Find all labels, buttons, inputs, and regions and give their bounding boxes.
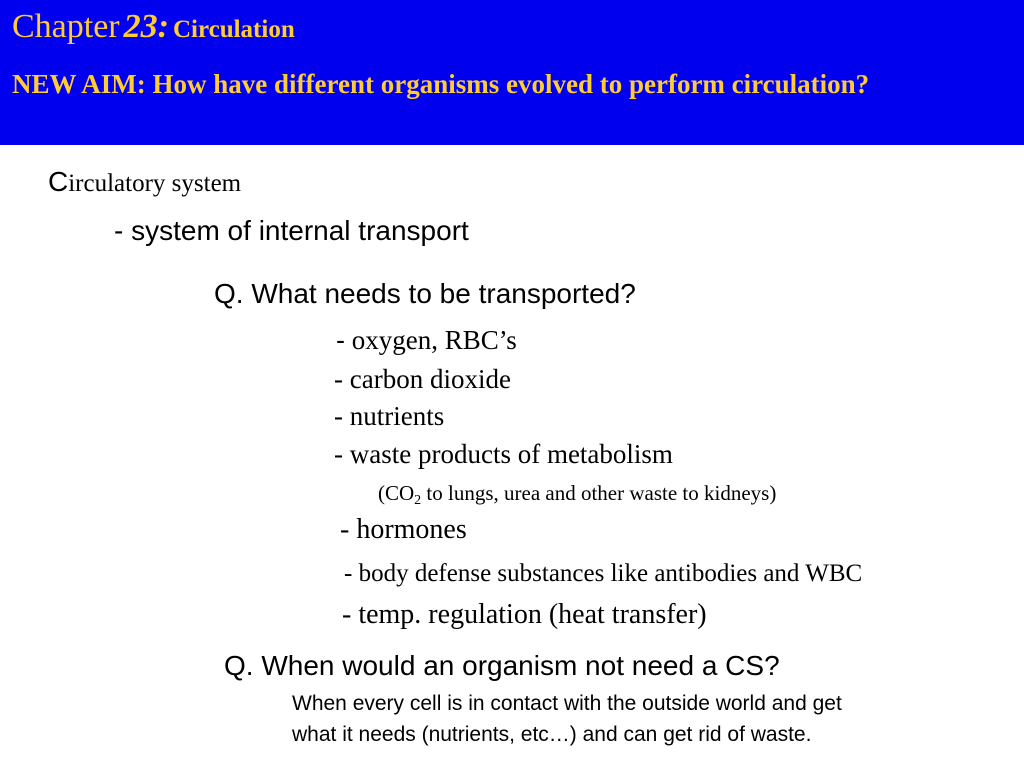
heading-rest: irculatory system bbox=[68, 170, 242, 197]
aim-text: NEW AIM: How have different organisms evolved to perform circulation? bbox=[12, 69, 870, 99]
answer-oxygen-text: oxygen, RBC’s bbox=[351, 325, 517, 355]
answer-carbon-dioxide: - carbon dioxide bbox=[334, 364, 511, 394]
answer-oxygen-dash: - bbox=[336, 325, 345, 355]
definition-text: - system of internal transport bbox=[114, 215, 469, 246]
heading-first-letter: C bbox=[48, 166, 69, 197]
chapter-number: 23: bbox=[123, 8, 169, 45]
question-1: Q. What needs to be transported? bbox=[214, 278, 636, 309]
answer-defense: - body defense substances like antibodies and WBC bbox=[344, 560, 863, 587]
section-heading bbox=[48, 166, 241, 198]
waste-note-prefix: (CO bbox=[378, 481, 415, 505]
answer-2-line-2: what it needs (nutrients, etc…) and can get rid of waste. bbox=[292, 723, 812, 746]
chapter-title bbox=[12, 8, 295, 46]
answer-waste: - waste products of metabolism bbox=[334, 439, 673, 469]
answer-nutrients: - nutrients bbox=[334, 401, 445, 431]
answer-hormones: - hormones bbox=[340, 514, 467, 545]
answer-oxygen bbox=[336, 325, 517, 356]
waste-note-subscript: 2 bbox=[414, 493, 422, 508]
answer-2-line-1: When every cell is in contact with the outside world and get bbox=[292, 692, 842, 715]
answer-temp: - temp. regulation (heat transfer) bbox=[342, 599, 707, 630]
waste-note-suffix: to lungs, urea and other waste to kidneys) bbox=[421, 481, 777, 505]
chapter-word: Chapter bbox=[12, 8, 120, 45]
chapter-topic: Circulation bbox=[172, 16, 295, 43]
question-2: Q. When would an organism not need a CS? bbox=[224, 650, 780, 681]
waste-note bbox=[378, 481, 776, 509]
